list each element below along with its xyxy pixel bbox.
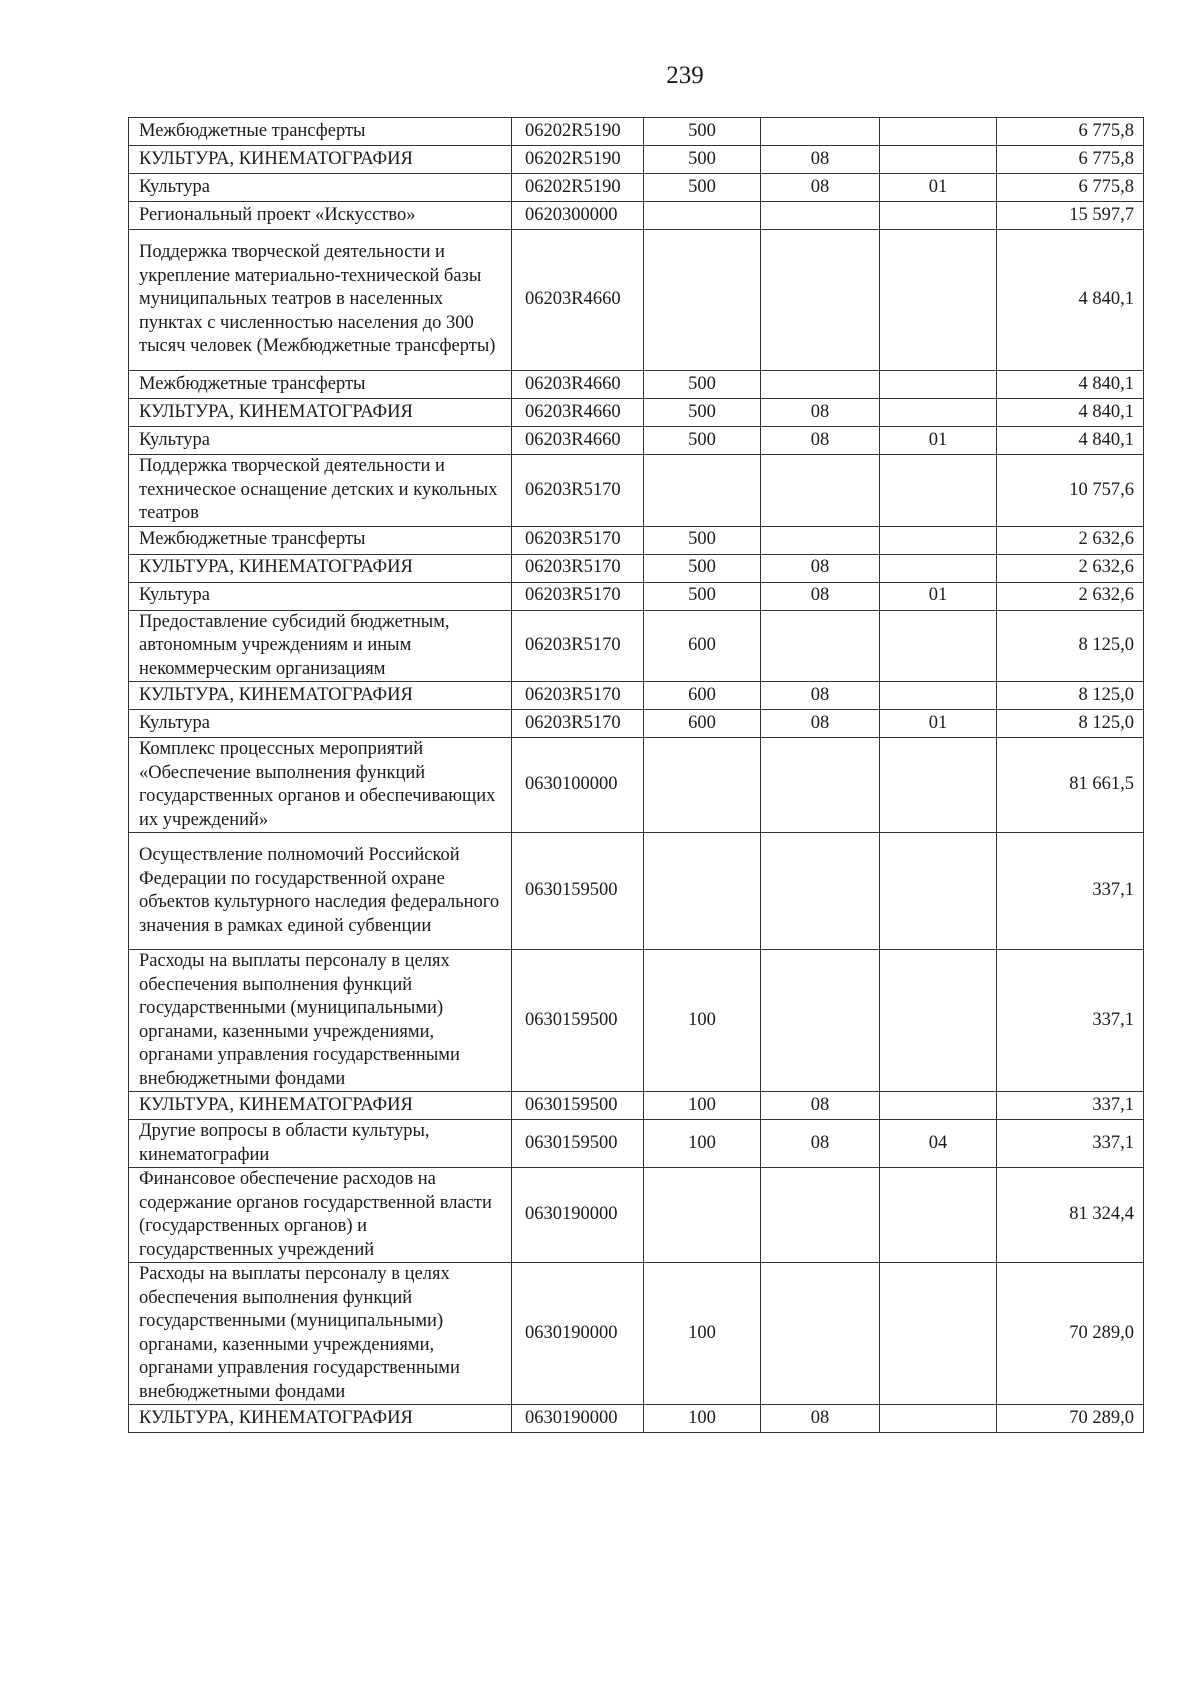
cell-pr — [880, 399, 997, 427]
cell-name: Осуществление полномочий Российской Федерации по государственной охране объектов культурного наследия федерального значения в рамках единой субвенции — [129, 833, 512, 950]
cell-csr: 0620300000 — [512, 202, 644, 230]
cell-csr: 06203R4660 — [512, 371, 644, 399]
table-row — [129, 118, 1144, 146]
cell-sum: 8 125,0 — [997, 710, 1144, 738]
cell-csr: 0630159500 — [512, 950, 644, 1092]
cell-sum: 4 840,1 — [997, 399, 1144, 427]
cell-rz — [761, 371, 880, 399]
cell-vr: 500 — [644, 427, 761, 455]
cell-pr — [880, 950, 997, 1092]
cell-pr — [880, 610, 997, 682]
table-row — [129, 1168, 1144, 1263]
cell-vr: 500 — [644, 118, 761, 146]
cell-csr: 06203R5170 — [512, 610, 644, 682]
cell-csr: 06202R5190 — [512, 118, 644, 146]
cell-pr: 01 — [880, 174, 997, 202]
cell-csr: 06203R4660 — [512, 399, 644, 427]
cell-vr: 100 — [644, 1263, 761, 1405]
table-row — [129, 582, 1144, 610]
cell-name: Расходы на выплаты персоналу в целях обеспечения выполнения функций государственными (муниципальными) органами, казенными учреждениями, органами управления государственными внебюджетными фондами — [129, 950, 512, 1092]
cell-name: Культура — [129, 582, 512, 610]
cell-vr: 100 — [644, 1120, 761, 1168]
cell-vr: 500 — [644, 399, 761, 427]
cell-vr: 500 — [644, 554, 761, 582]
cell-sum: 6 775,8 — [997, 118, 1144, 146]
table-row — [129, 399, 1144, 427]
cell-vr — [644, 833, 761, 950]
cell-rz: 08 — [761, 710, 880, 738]
cell-rz: 08 — [761, 427, 880, 455]
cell-pr — [880, 146, 997, 174]
cell-vr: 500 — [644, 526, 761, 554]
cell-vr: 100 — [644, 1092, 761, 1120]
cell-sum: 8 125,0 — [997, 610, 1144, 682]
cell-vr — [644, 1168, 761, 1263]
cell-rz: 08 — [761, 1120, 880, 1168]
cell-vr: 500 — [644, 174, 761, 202]
cell-name: Поддержка творческой деятельности и техническое оснащение детских и кукольных театров — [129, 455, 512, 527]
cell-rz — [761, 1168, 880, 1263]
cell-pr: 04 — [880, 1120, 997, 1168]
cell-pr — [880, 202, 997, 230]
cell-rz: 08 — [761, 1405, 880, 1433]
cell-sum: 8 125,0 — [997, 682, 1144, 710]
cell-rz: 08 — [761, 554, 880, 582]
cell-vr — [644, 202, 761, 230]
cell-csr: 06203R4660 — [512, 427, 644, 455]
cell-rz — [761, 833, 880, 950]
cell-pr — [880, 455, 997, 527]
page-number: 239 — [666, 62, 704, 89]
budget-table — [128, 117, 1144, 1433]
cell-rz — [761, 950, 880, 1092]
table-row — [129, 202, 1144, 230]
cell-name: Комплекс процессных мероприятий «Обеспечение выполнения функций государственных органов и обеспечивающих их учреждений» — [129, 738, 512, 833]
cell-csr: 0630159500 — [512, 833, 644, 950]
table-row — [129, 174, 1144, 202]
cell-csr: 06203R5170 — [512, 554, 644, 582]
cell-pr — [880, 554, 997, 582]
cell-sum: 70 289,0 — [997, 1263, 1144, 1405]
cell-pr — [880, 1405, 997, 1433]
cell-name: Межбюджетные трансферты — [129, 371, 512, 399]
cell-vr: 500 — [644, 371, 761, 399]
cell-csr: 0630159500 — [512, 1120, 644, 1168]
cell-csr: 0630190000 — [512, 1263, 644, 1405]
cell-sum: 81 324,4 — [997, 1168, 1144, 1263]
cell-name: Межбюджетные трансферты — [129, 526, 512, 554]
cell-sum: 15 597,7 — [997, 202, 1144, 230]
cell-name: Финансовое обеспечение расходов на содержание органов государственной власти (государственных органов) и государственных учреждений — [129, 1168, 512, 1263]
cell-pr — [880, 1168, 997, 1263]
cell-sum: 337,1 — [997, 1092, 1144, 1120]
cell-vr — [644, 230, 761, 371]
cell-pr — [880, 230, 997, 371]
cell-pr — [880, 1263, 997, 1405]
cell-csr: 06202R5190 — [512, 174, 644, 202]
cell-csr: 0630159500 — [512, 1092, 644, 1120]
cell-rz — [761, 230, 880, 371]
cell-sum: 2 632,6 — [997, 526, 1144, 554]
cell-name: Поддержка творческой деятельности и укрепление материально-технической базы муниципальных театров в населенных пунктах с численностью населения до 300 тысяч человек (Межбюджетные трансферты) — [129, 230, 512, 371]
cell-vr: 600 — [644, 710, 761, 738]
budget-table-body — [129, 118, 1144, 1433]
cell-name: КУЛЬТУРА, КИНЕМАТОГРАФИЯ — [129, 399, 512, 427]
cell-rz: 08 — [761, 146, 880, 174]
cell-vr: 500 — [644, 146, 761, 174]
cell-sum: 337,1 — [997, 833, 1144, 950]
cell-vr: 100 — [644, 1405, 761, 1433]
table-row — [129, 833, 1144, 950]
cell-pr — [880, 738, 997, 833]
table-row — [129, 738, 1144, 833]
cell-name: КУЛЬТУРА, КИНЕМАТОГРАФИЯ — [129, 682, 512, 710]
cell-pr — [880, 118, 997, 146]
cell-sum: 2 632,6 — [997, 554, 1144, 582]
cell-sum: 337,1 — [997, 1120, 1144, 1168]
cell-name: Культура — [129, 710, 512, 738]
cell-name: Расходы на выплаты персоналу в целях обеспечения выполнения функций государственными (муниципальными) органами, казенными учреждениями, органами управления государственными внебюджетными фондами — [129, 1263, 512, 1405]
cell-rz: 08 — [761, 582, 880, 610]
table-row — [129, 610, 1144, 682]
cell-rz — [761, 118, 880, 146]
cell-rz — [761, 738, 880, 833]
table-row — [129, 526, 1144, 554]
table-row — [129, 455, 1144, 527]
table-row — [129, 1263, 1144, 1405]
cell-name: Региональный проект «Искусство» — [129, 202, 512, 230]
table-row — [129, 554, 1144, 582]
table-row — [129, 710, 1144, 738]
cell-csr: 06203R5170 — [512, 526, 644, 554]
cell-csr: 06203R4660 — [512, 230, 644, 371]
cell-vr — [644, 455, 761, 527]
cell-sum: 6 775,8 — [997, 146, 1144, 174]
cell-csr: 06202R5190 — [512, 146, 644, 174]
table-row — [129, 427, 1144, 455]
cell-name: КУЛЬТУРА, КИНЕМАТОГРАФИЯ — [129, 146, 512, 174]
cell-rz — [761, 526, 880, 554]
cell-rz — [761, 610, 880, 682]
cell-pr: 01 — [880, 427, 997, 455]
cell-name: КУЛЬТУРА, КИНЕМАТОГРАФИЯ — [129, 1405, 512, 1433]
cell-pr — [880, 371, 997, 399]
table-row — [129, 682, 1144, 710]
cell-name: Межбюджетные трансферты — [129, 118, 512, 146]
cell-name: КУЛЬТУРА, КИНЕМАТОГРАФИЯ — [129, 1092, 512, 1120]
cell-name: КУЛЬТУРА, КИНЕМАТОГРАФИЯ — [129, 554, 512, 582]
cell-vr: 600 — [644, 682, 761, 710]
cell-pr — [880, 1092, 997, 1120]
cell-csr: 06203R5170 — [512, 682, 644, 710]
cell-pr: 01 — [880, 582, 997, 610]
cell-pr: 01 — [880, 710, 997, 738]
cell-sum: 4 840,1 — [997, 371, 1144, 399]
cell-pr — [880, 526, 997, 554]
cell-vr: 600 — [644, 610, 761, 682]
cell-vr: 100 — [644, 950, 761, 1092]
cell-csr: 0630190000 — [512, 1405, 644, 1433]
cell-sum: 4 840,1 — [997, 230, 1144, 371]
table-row — [129, 146, 1144, 174]
cell-csr: 0630190000 — [512, 1168, 644, 1263]
cell-name: Культура — [129, 174, 512, 202]
cell-sum: 81 661,5 — [997, 738, 1144, 833]
table-row — [129, 1092, 1144, 1120]
cell-rz — [761, 455, 880, 527]
cell-sum: 2 632,6 — [997, 582, 1144, 610]
cell-pr — [880, 682, 997, 710]
cell-rz: 08 — [761, 174, 880, 202]
cell-sum: 337,1 — [997, 950, 1144, 1092]
cell-rz — [761, 1263, 880, 1405]
cell-csr: 06203R5170 — [512, 455, 644, 527]
cell-csr: 06203R5170 — [512, 582, 644, 610]
cell-csr: 0630100000 — [512, 738, 644, 833]
cell-sum: 70 289,0 — [997, 1405, 1144, 1433]
cell-sum: 10 757,6 — [997, 455, 1144, 527]
cell-rz: 08 — [761, 399, 880, 427]
table-row — [129, 1405, 1144, 1433]
cell-vr — [644, 738, 761, 833]
table-row — [129, 950, 1144, 1092]
cell-rz: 08 — [761, 1092, 880, 1120]
cell-sum: 6 775,8 — [997, 174, 1144, 202]
cell-name: Другие вопросы в области культуры, кинематографии — [129, 1120, 512, 1168]
cell-rz: 08 — [761, 682, 880, 710]
table-row — [129, 230, 1144, 371]
cell-name: Культура — [129, 427, 512, 455]
cell-sum: 4 840,1 — [997, 427, 1144, 455]
cell-vr: 500 — [644, 582, 761, 610]
cell-pr — [880, 833, 997, 950]
cell-rz — [761, 202, 880, 230]
table-row — [129, 371, 1144, 399]
cell-csr: 06203R5170 — [512, 710, 644, 738]
table-row — [129, 1120, 1144, 1168]
cell-name: Предоставление субсидий бюджетным, автономным учреждениям и иным некоммерческим организациям — [129, 610, 512, 682]
